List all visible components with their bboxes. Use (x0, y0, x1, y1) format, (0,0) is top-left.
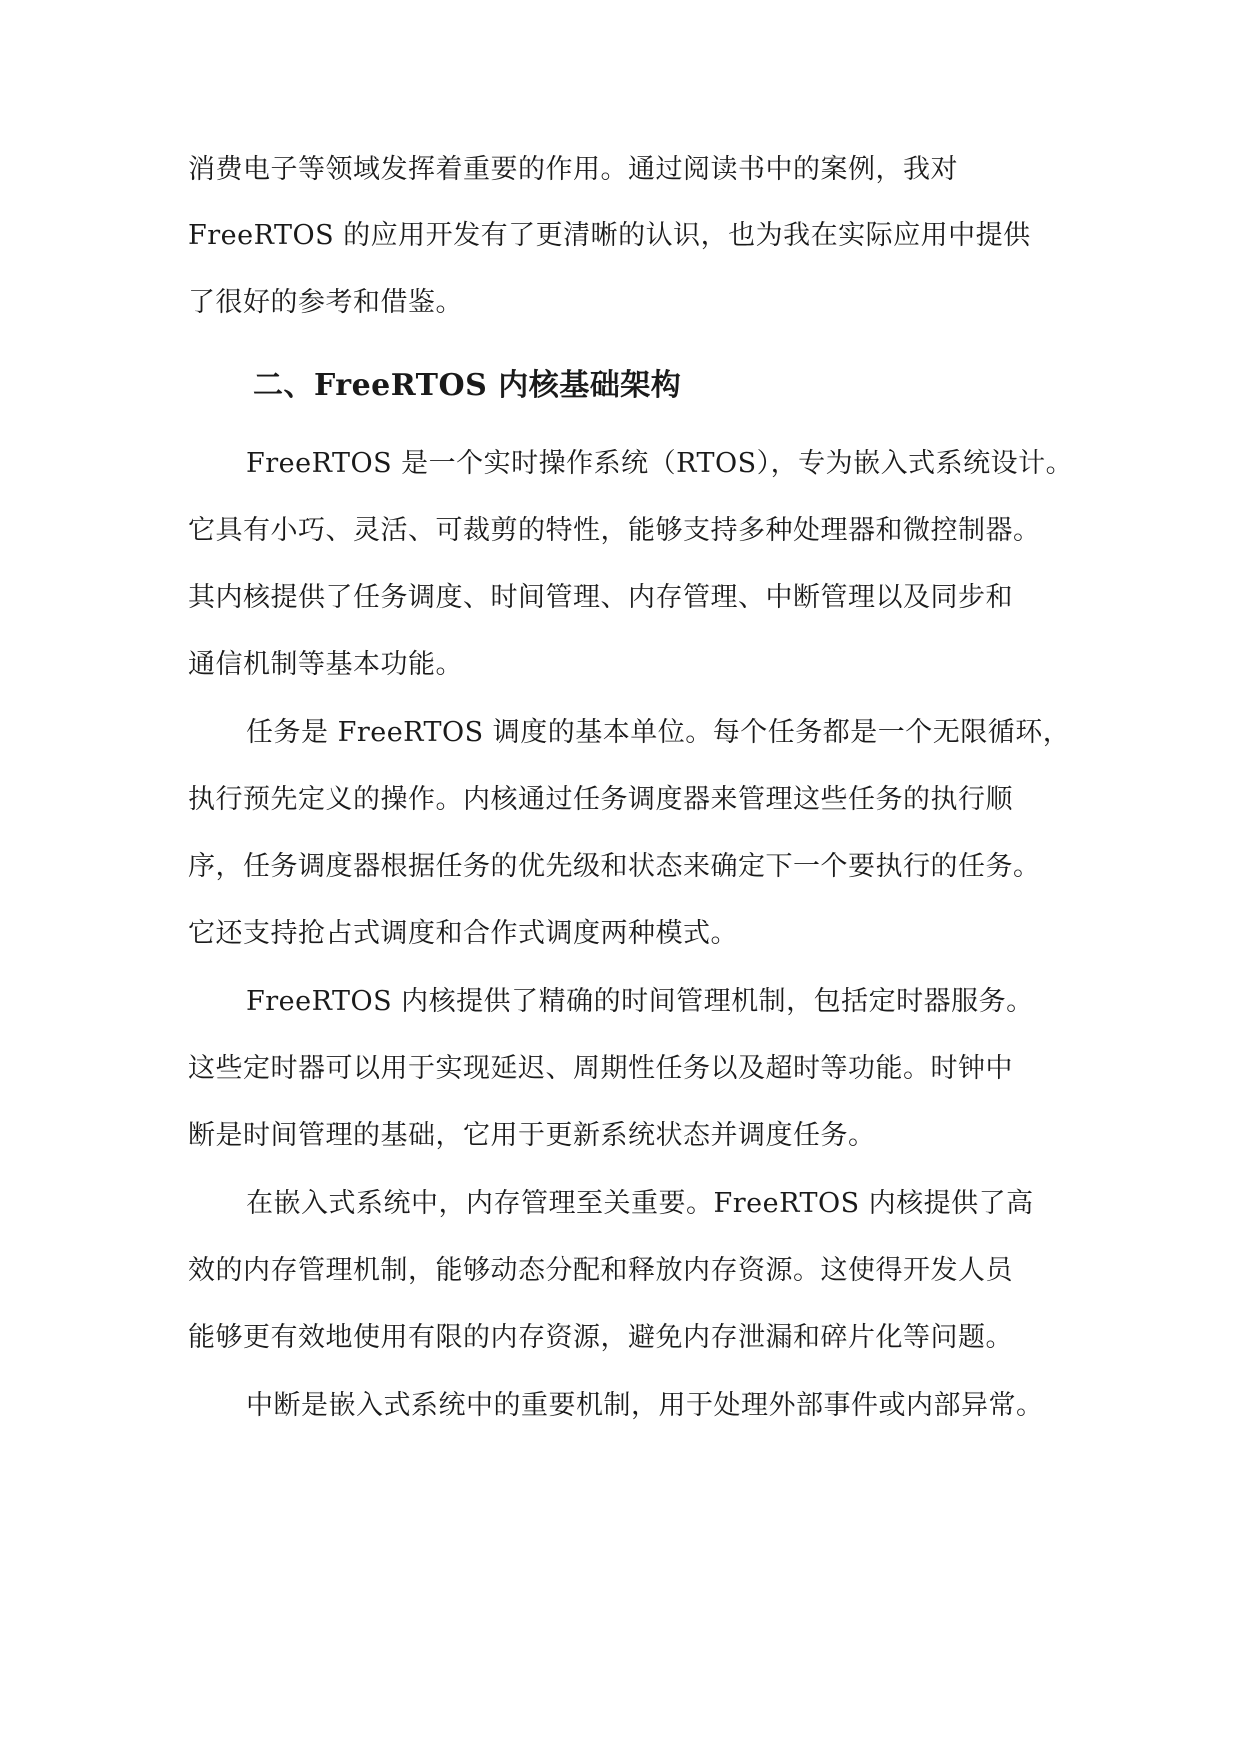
paragraph-1-line-2: 它具有小巧、灵活、可裁剪的特性，能够支持多种处理器和微控制器。 (188, 515, 1041, 546)
section-heading: 二、FreeRTOS 内核基础架构 (253, 368, 682, 403)
paragraph-2-line-4: 它还支持抢占式调度和合作式调度两种模式。 (188, 918, 738, 949)
paragraph-5-line-1: 中断是嵌入式系统中的重要机制，用于处理外部事件或内部异常。 (246, 1390, 1044, 1421)
intro-line-3: 了很好的参考和借鉴。 (188, 287, 463, 318)
paragraph-1-line-1: FreeRTOS 是一个实时操作系统（RTOS），专为嵌入式系统设计。 (246, 448, 1074, 479)
paragraph-2-line-1: 任务是 FreeRTOS 调度的基本单位。每个任务都是一个无限循环， (246, 717, 1071, 748)
paragraph-2-line-3: 序，任务调度器根据任务的优先级和状态来确定下一个要执行的任务。 (188, 851, 1041, 882)
intro-line-2: FreeRTOS 的应用开发有了更清晰的认识，也为我在实际应用中提供 (188, 220, 1031, 251)
paragraph-4-line-1: 在嵌入式系统中，内存管理至关重要。FreeRTOS 内核提供了高 (246, 1188, 1034, 1219)
paragraph-3-line-2: 这些定时器可以用于实现延迟、周期性任务以及超时等功能。时钟中 (188, 1053, 1013, 1084)
intro-line-1: 消费电子等领域发挥着重要的作用。通过阅读书中的案例，我对 (188, 154, 958, 185)
paragraph-3-line-1: FreeRTOS 内核提供了精确的时间管理机制，包括定时器服务。 (246, 986, 1034, 1017)
paragraph-1-line-4: 通信机制等基本功能。 (188, 649, 463, 680)
paragraph-1-line-3: 其内核提供了任务调度、时间管理、内存管理、中断管理以及同步和 (188, 582, 1013, 613)
paragraph-3-line-3: 断是时间管理的基础，它用于更新系统状态并调度任务。 (188, 1120, 876, 1151)
paragraph-4-line-2: 效的内存管理机制，能够动态分配和释放内存资源。这使得开发人员 (188, 1255, 1013, 1286)
paragraph-2-line-2: 执行预先定义的操作。内核通过任务调度器来管理这些任务的执行顺 (188, 784, 1013, 815)
paragraph-4-line-3: 能够更有效地使用有限的内存资源，避免内存泄漏和碎片化等问题。 (188, 1322, 1013, 1353)
